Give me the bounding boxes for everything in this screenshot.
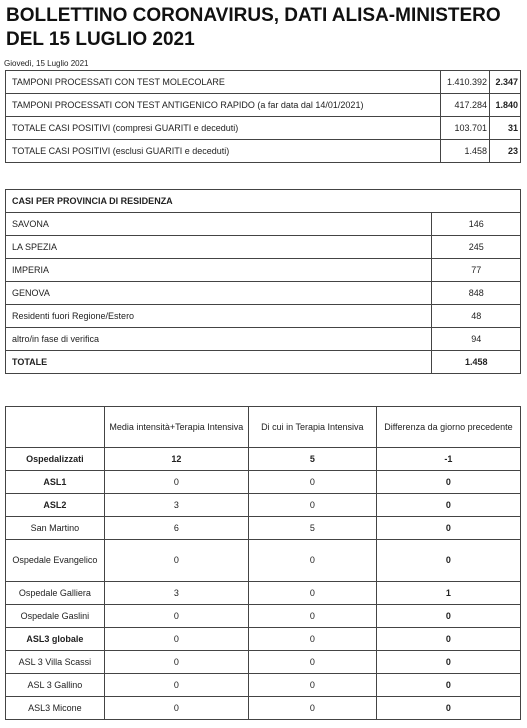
table-row xyxy=(6,213,521,236)
table-row xyxy=(6,305,521,328)
hospital-diff: 0 xyxy=(376,651,520,674)
province-label: altro/in fase di verifica xyxy=(6,328,432,351)
province-value: 94 xyxy=(432,328,521,351)
table-row xyxy=(6,697,521,720)
province-label: GENOVA xyxy=(6,282,432,305)
province-label: LA SPEZIA xyxy=(6,236,432,259)
hospital-diff: 0 xyxy=(376,494,520,517)
hospital-name: ASL1 xyxy=(6,471,105,494)
hospital-name: Ospedalizzati xyxy=(6,448,105,471)
hospital-diff: 1 xyxy=(376,582,520,605)
table-row xyxy=(6,448,521,471)
table-row xyxy=(6,117,521,140)
hospital-media: 3 xyxy=(104,494,248,517)
hospital-ti: 0 xyxy=(248,674,376,697)
table-row xyxy=(6,94,521,117)
hospital-media: 0 xyxy=(104,540,248,582)
hospital-ti: 0 xyxy=(248,605,376,628)
hospital-media: 6 xyxy=(104,517,248,540)
summary-table xyxy=(5,70,521,163)
table-row xyxy=(6,628,521,651)
table-row xyxy=(6,71,521,94)
province-total-value: 1.458 xyxy=(432,351,521,374)
hospital-media: 0 xyxy=(104,651,248,674)
hospital-media: 0 xyxy=(104,697,248,720)
hospital-ti: 5 xyxy=(248,517,376,540)
hospital-name: Ospedale Gaslini xyxy=(6,605,105,628)
hospital-name: ASL3 Micone xyxy=(6,697,105,720)
summary-total: 417.284 xyxy=(441,94,490,117)
province-table xyxy=(5,189,521,374)
province-label: IMPERIA xyxy=(6,259,432,282)
table-row xyxy=(6,236,521,259)
province-value: 48 xyxy=(432,305,521,328)
province-label: Residenti fuori Regione/Estero xyxy=(6,305,432,328)
province-value: 146 xyxy=(432,213,521,236)
table-row xyxy=(6,517,521,540)
province-value: 77 xyxy=(432,259,521,282)
hospital-ti: 0 xyxy=(248,494,376,517)
hospital-diff: 0 xyxy=(376,517,520,540)
hospital-ti: 0 xyxy=(248,628,376,651)
header-terapia-intensiva: Di cui in Terapia Intensiva xyxy=(248,407,376,448)
total-row xyxy=(6,351,521,374)
table-row xyxy=(6,140,521,163)
province-value: 848 xyxy=(432,282,521,305)
summary-label: TAMPONI PROCESSATI CON TEST ANTIGENICO RAPIDO (a far data dal 14/01/2021) xyxy=(6,94,441,117)
hospital-name: Ospedale Galliera xyxy=(6,582,105,605)
header-media-intensita: Media intensità+Terapia Intensiva xyxy=(104,407,248,448)
hospital-name: ASL2 xyxy=(6,494,105,517)
hospital-diff: -1 xyxy=(376,448,520,471)
hospital-ti: 5 xyxy=(248,448,376,471)
summary-label: TOTALE CASI POSITIVI (esclusi GUARITI e deceduti) xyxy=(6,140,441,163)
hospital-diff: 0 xyxy=(376,605,520,628)
hospital-diff: 0 xyxy=(376,540,520,582)
table-header-row xyxy=(6,190,521,213)
hospital-diff: 0 xyxy=(376,628,520,651)
hospital-diff: 0 xyxy=(376,674,520,697)
table-header-row xyxy=(6,407,521,448)
hospital-ti: 0 xyxy=(248,471,376,494)
table-row xyxy=(6,471,521,494)
summary-total: 1.410.392 xyxy=(441,71,490,94)
hospital-diff: 0 xyxy=(376,471,520,494)
summary-new: 2.347 xyxy=(490,71,521,94)
table-row xyxy=(6,582,521,605)
hospital-media: 0 xyxy=(104,605,248,628)
table-row xyxy=(6,328,521,351)
header-empty xyxy=(6,407,105,448)
hospital-diff: 0 xyxy=(376,697,520,720)
province-label: SAVONA xyxy=(6,213,432,236)
header-differenza: Differenza da giorno precedente xyxy=(376,407,520,448)
summary-new: 1.840 xyxy=(490,94,521,117)
hospital-media: 0 xyxy=(104,674,248,697)
table-row xyxy=(6,674,521,697)
hospital-ti: 0 xyxy=(248,540,376,582)
hospital-name: Ospedale Evangelico xyxy=(6,540,105,582)
summary-new: 31 xyxy=(490,117,521,140)
hospital-media: 3 xyxy=(104,582,248,605)
table-row xyxy=(6,259,521,282)
page-title: BOLLETTINO CORONAVIRUS, DATI ALISA-MINISTERO DEL 15 LUGLIO 2021 xyxy=(6,5,501,50)
summary-new: 23 xyxy=(490,140,521,163)
table-row xyxy=(6,605,521,628)
province-value: 245 xyxy=(432,236,521,259)
hospital-ti: 0 xyxy=(248,697,376,720)
hospital-table xyxy=(5,406,521,720)
hospital-ti: 0 xyxy=(248,582,376,605)
table-row xyxy=(6,494,521,517)
hospital-media: 12 xyxy=(104,448,248,471)
province-header: CASI PER PROVINCIA DI RESIDENZA xyxy=(6,190,521,213)
hospital-media: 0 xyxy=(104,471,248,494)
hospital-name: San Martino xyxy=(6,517,105,540)
hospital-name: ASL 3 Villa Scassi xyxy=(6,651,105,674)
table-row xyxy=(6,282,521,305)
province-total-label: TOTALE xyxy=(6,351,432,374)
bulletin-date: Giovedì, 15 Luglio 2021 xyxy=(4,59,89,68)
hospital-name: ASL 3 Gallino xyxy=(6,674,105,697)
summary-label: TOTALE CASI POSITIVI (compresi GUARITI e deceduti) xyxy=(6,117,441,140)
summary-total: 1.458 xyxy=(441,140,490,163)
hospital-ti: 0 xyxy=(248,651,376,674)
hospital-name: ASL3 globale xyxy=(6,628,105,651)
summary-label: TAMPONI PROCESSATI CON TEST MOLECOLARE xyxy=(6,71,441,94)
table-row xyxy=(6,651,521,674)
summary-total: 103.701 xyxy=(441,117,490,140)
table-row xyxy=(6,540,521,582)
hospital-media: 0 xyxy=(104,628,248,651)
